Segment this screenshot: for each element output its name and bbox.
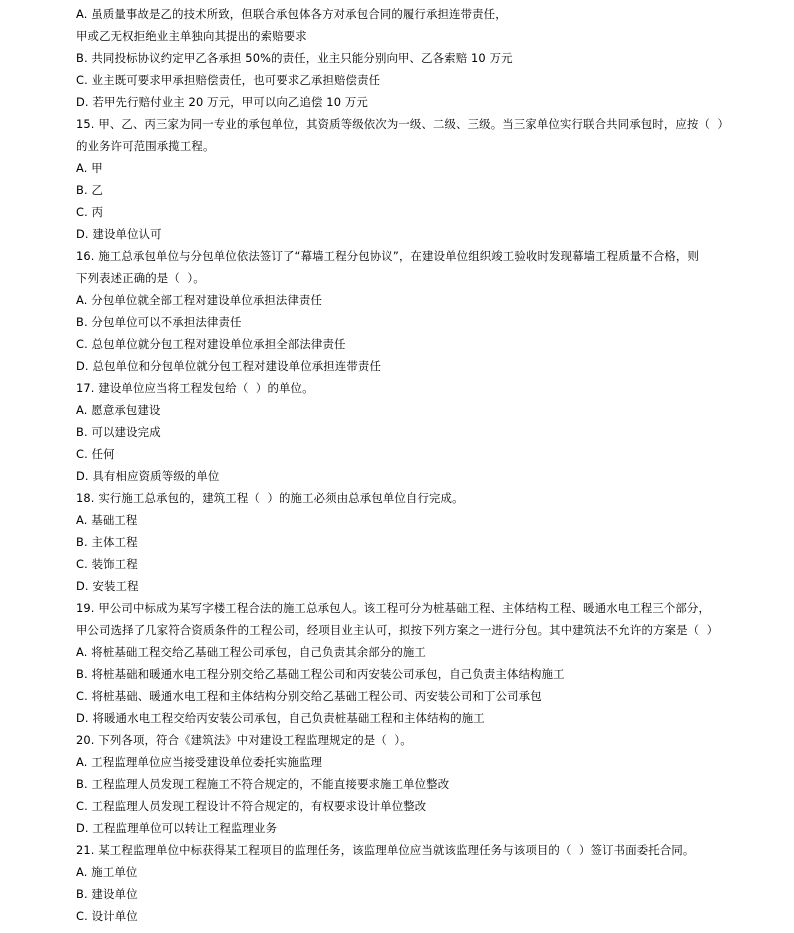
text-line: C. 业主既可要求甲承担赔偿责任，也可要求乙承担赔偿责任 [76, 73, 381, 87]
option-line: B. 工程监理人员发现工程施工不符合规定的，不能直接要求施工单位整改 [76, 777, 450, 791]
option-line: C. 将桩基础、暖通水电工程和主体结构分别交给乙基础工程公司、丙安装公司和丁公司承包 [76, 689, 542, 703]
question-16: 16. 施工总承包单位与分包单位依法签订了“幕墙工程分包协议”，在建设单位组织竣工验收时发现幕墙工程质量不合格，则 [76, 249, 700, 263]
option-line: A. 甲 [76, 161, 103, 175]
text-line: A. 虽质量事故是乙的技术所致，但联合承包体各方对承包合同的履行承担连带责任， [76, 7, 507, 21]
option-line: B. 建设单位 [76, 887, 138, 901]
option-line: D. 安装工程 [76, 579, 139, 593]
option-line: B. 将桩基础和暖通水电工程分别交给乙基础工程公司和丙安装公司承包，自己负责主体结构施工 [76, 667, 565, 681]
option-line: B. 乙 [76, 183, 104, 197]
text-line: 甲或乙无权拒绝业主单独向其提出的索赔要求 [76, 29, 307, 43]
question-18: 18. 实行施工总承包的，建筑工程（ ）的施工必须由总承包单位自行完成。 [76, 491, 464, 505]
option-line: C. 设计单位 [76, 909, 138, 923]
option-line: B. 分包单位可以不承担法律责任 [76, 315, 242, 329]
question-19: 19. 甲公司中标成为某写字楼工程合法的施工总承包人。该工程可分为桩基础工程、主体结构工程、暖通水电工程三个部分， [76, 601, 710, 615]
option-line: C. 装饰工程 [76, 557, 138, 571]
option-line: D. 将暖通水电工程交给丙安装公司承包，自己负责桩基础工程和主体结构的施工 [76, 711, 485, 725]
option-line: A. 施工单位 [76, 865, 138, 879]
option-line: A. 工程监理单位应当接受建设单位委托实施监理 [76, 755, 323, 769]
option-line: C. 任何 [76, 447, 115, 461]
option-line: D. 工程监理单位可以转让工程监理业务 [76, 821, 278, 835]
text-line: 下列表述正确的是（ ）。 [76, 271, 205, 285]
option-line: A. 基础工程 [76, 513, 138, 527]
text-line: 甲公司选择了几家符合资质条件的工程公司，经项目业主认可，拟按下列方案之一进行分包。其中建筑法不允许的方案是（ ） [76, 623, 719, 637]
option-line: D. 具有相应资质等级的单位 [76, 469, 220, 483]
text-line: D. 若甲先行赔付业主 20 万元，甲可以向乙追偿 10 万元 [76, 95, 368, 109]
option-line: A. 将桩基础工程交给乙基础工程公司承包，自己负责其余部分的施工 [76, 645, 426, 659]
option-line: A. 愿意承包建设 [76, 403, 161, 417]
option-line: C. 丙 [76, 205, 104, 219]
text-line: 的业务许可范围承揽工程。 [76, 139, 215, 153]
option-line: C. 总包单位就分包工程对建设单位承担全部法律责任 [76, 337, 346, 351]
question-20: 20. 下列各项，符合《建筑法》中对建设工程监理规定的是（ ）。 [76, 733, 412, 747]
option-line: B. 可以建设完成 [76, 425, 161, 439]
option-line: D. 总包单位和分包单位就分包工程对建设单位承担连带责任 [76, 359, 381, 373]
option-line: A. 分包单位就全部工程对建设单位承担法律责任 [76, 293, 323, 307]
question-21: 21. 某工程监理单位中标获得某工程项目的监理任务，该监理单位应当就该监理任务与该项目的（ ）签订书面委托合同。 [76, 843, 695, 857]
text-line: B. 共同投标协议约定甲乙各承担 50%的责任，业主只能分别向甲、乙各索赔 10 万元 [76, 51, 513, 65]
question-15: 15. 甲、乙、丙三家为同一专业的承包单位，其资质等级依次为一级、二级、三级。当三家单位实行联合共同承包时，应按（ ） [76, 117, 730, 131]
option-line: D. 建设单位认可 [76, 227, 162, 241]
option-line: B. 主体工程 [76, 535, 138, 549]
question-17: 17. 建设单位应当将工程发包给（ ）的单位。 [76, 381, 314, 395]
option-line: C. 工程监理人员发现工程设计不符合规定的，有权要求设计单位整改 [76, 799, 427, 813]
